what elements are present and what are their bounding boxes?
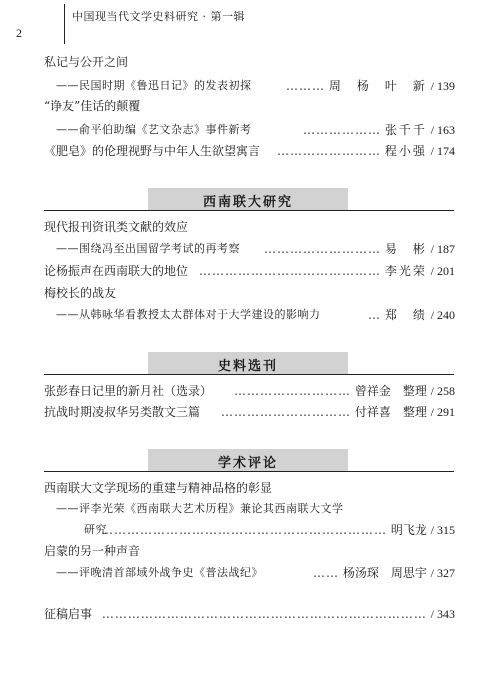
toc-author: 程小强 xyxy=(384,144,427,158)
toc-author: 易 彬 xyxy=(384,242,427,256)
toc-author: 曾祥金 整理 xyxy=(354,384,427,398)
leader-dots: … xyxy=(367,308,381,322)
leader-dots: ………………………… xyxy=(220,405,351,419)
toc-entry-title[interactable]: 西南联大文学现场的重建与精神品格的彰显 xyxy=(44,481,273,495)
toc-page: / 174 xyxy=(430,144,455,158)
toc-entry-meta xyxy=(277,143,455,159)
toc-author: 郑 绩 xyxy=(384,308,427,322)
section-header xyxy=(44,449,454,475)
toc-entry-title[interactable]: 《肥皂》的伦理视野与中年人生欲望寓言 xyxy=(44,144,261,158)
toc-entry-subtitle[interactable]: ——评李光荣《西南联大艺术历程》兼论其西南联大文学 xyxy=(56,502,344,515)
toc-entry-subtitle[interactable]: ——围绕冯至出国留学考试的再考察 xyxy=(56,242,240,255)
toc-entry-title[interactable]: 张彭春日记里的新月社（选录） xyxy=(44,384,213,398)
toc-page: / 240 xyxy=(430,308,455,322)
toc-author: 周 杨 叶 新 xyxy=(328,79,427,93)
toc-entry-title[interactable]: 现代报刊资讯类文献的效应 xyxy=(44,220,189,234)
toc-entry-meta xyxy=(101,522,455,538)
leader-dots: ………………………………………………………………… xyxy=(101,607,427,621)
toc-page: / 327 xyxy=(430,566,455,580)
toc-author: 李光荣 xyxy=(384,264,427,278)
toc-entry-title[interactable]: 启蒙的另一种声音 xyxy=(44,544,141,558)
section-label: 学术评论 xyxy=(217,456,278,471)
leader-dots: ……… xyxy=(285,79,325,93)
section-header xyxy=(44,352,454,378)
toc-entry-meta xyxy=(286,78,455,94)
toc-entry-meta xyxy=(368,307,455,323)
toc-entry-meta xyxy=(264,241,455,257)
leader-dots: …………………… xyxy=(276,144,381,158)
toc-page: / 163 xyxy=(430,123,455,137)
toc-entry-title[interactable]: 梅校长的战友 xyxy=(44,286,117,300)
toc-entry-meta xyxy=(102,606,455,622)
toc-entry-title[interactable]: 论杨振声在西南联大的地位 xyxy=(44,264,189,278)
section-label: 西南联大研究 xyxy=(202,195,293,210)
toc-author: 明飞龙 xyxy=(390,523,427,537)
toc-page: / 201 xyxy=(430,264,455,278)
toc-entry-title[interactable]: 私记与公开之间 xyxy=(44,55,129,69)
toc-page: / 343 xyxy=(430,607,455,621)
toc-author: 杨汤琛 周思宇 xyxy=(342,566,427,580)
toc-page: / 258 xyxy=(430,384,455,398)
toc-entry-subtitle[interactable]: ——俞平伯助编《艺文杂志》事件新考 xyxy=(56,123,252,136)
leader-dots: ……………………… xyxy=(263,242,381,256)
leader-dots: ………………………………………………………… xyxy=(100,523,387,537)
leader-dots: …………………………………… xyxy=(198,264,381,278)
section-rule xyxy=(44,210,454,211)
toc-entry-meta xyxy=(199,263,455,279)
toc-entry-title[interactable]: 征稿启事 xyxy=(44,607,93,621)
page-number: 2 xyxy=(16,26,22,40)
toc-page: / 187 xyxy=(430,242,455,256)
toc-entry-meta xyxy=(303,122,455,138)
toc-entry-subtitle[interactable]: ——从韩咏华看教授太太群体对于大学建设的影响力 xyxy=(56,308,321,321)
toc-entry-meta xyxy=(313,565,455,581)
toc-page: / 291 xyxy=(430,405,455,419)
toc-author: 付祥喜 整理 xyxy=(354,405,427,419)
toc-entry-meta xyxy=(221,404,455,420)
toc-entry-title[interactable]: 抗战时期凌叔华另类散文三篇 xyxy=(44,405,201,419)
toc-page: / 139 xyxy=(430,79,455,93)
leader-dots: ……………………… xyxy=(233,384,351,398)
section-label: 史料选刊 xyxy=(217,359,278,374)
toc-page: / 315 xyxy=(430,523,455,537)
section-rule xyxy=(44,374,454,375)
section-rule xyxy=(44,471,454,472)
toc-entry-title[interactable]: “诤友”佳话的颠覆 xyxy=(44,99,141,113)
toc-entry-subtitle[interactable]: 研究 xyxy=(84,523,107,536)
toc-entry-meta xyxy=(234,383,455,399)
toc-author: 张千千 xyxy=(384,123,427,137)
section-header xyxy=(44,188,454,214)
leader-dots: …… xyxy=(312,566,339,580)
toc-entry-subtitle[interactable]: ——民国时期《鲁迅日记》的发表初探 xyxy=(56,79,252,92)
toc-entry-subtitle[interactable]: ——评晚清首部域外战争史《普法战纪》 xyxy=(56,566,263,579)
running-title: 中国现当代文学史料研究 · 第一辑 xyxy=(72,10,245,23)
leader-dots: ……………… xyxy=(302,123,381,137)
